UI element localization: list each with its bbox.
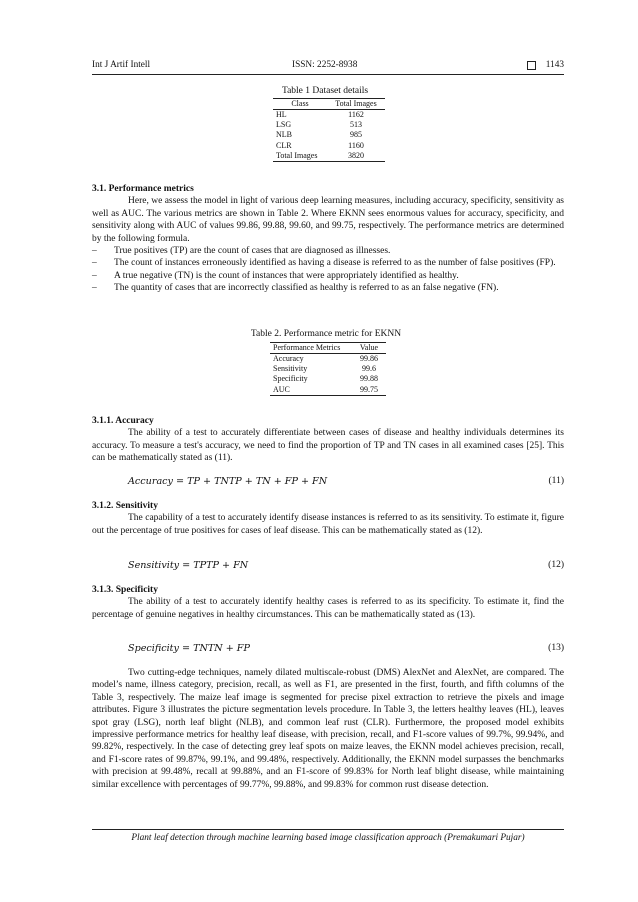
table1-header-total: Total Images — [327, 99, 385, 110]
table2-header-metric: Performance Metrics — [270, 343, 352, 354]
section-3-1-1 — [92, 415, 564, 465]
table-cell: 513 — [350, 120, 362, 130]
section-3-1-2 — [92, 500, 564, 537]
table-row — [273, 130, 385, 140]
list-item-text: The quantity of cases that are incorrectly classified as healthy is referred to as an false negative (FN). — [114, 283, 499, 294]
running-footer: Plant leaf detection through machine learning based image classification approach (Premakumari Pujar) — [92, 829, 564, 843]
definition-list — [92, 245, 564, 295]
section-3-1-3 — [92, 584, 564, 621]
table-cell: Sensitivity — [273, 364, 308, 374]
section-heading: 3.1.3. Specificity — [92, 585, 158, 595]
list-item — [92, 270, 564, 282]
table-cell: HL — [276, 110, 287, 119]
checkbox-square-icon — [527, 61, 536, 70]
table-cell: 99.88 — [360, 374, 378, 384]
table-row — [270, 354, 386, 365]
table-cell: CLR — [276, 140, 292, 150]
table-cell: 99.86 — [360, 354, 378, 363]
table-row — [270, 385, 386, 396]
list-item-text: True positives (TP) are the count of cases that are diagnosed as illnesses. — [114, 246, 391, 256]
paragraph: The capability of a test to accurately identify disease instances is referred to as its sensitivity. To estimate it, figure out the percentage of true positives for cases of leaf disease. This can be mathematically stated as (12). — [92, 513, 564, 536]
table-row — [273, 120, 385, 130]
table-cell: 985 — [350, 130, 362, 140]
section-3-1 — [92, 183, 564, 245]
dash-bullet: – — [92, 270, 97, 281]
results-paragraph: Two cutting-edge techniques, namely dilated multiscale-robust (DMS) AlexNet and AlexNet, are compared. The model’s name, illness category, precision, recall, as well as F1, are presented in the first, fourth, and fifth columns of the Table 3, respectively. The maize leaf image is segmented for precise pixel extraction to retrieve the pixels and image attributes. Figure 3 illustrates the picture segmentation levels procedure. In Table 3, the letters healthy leaves (HL), leaves spot gray (LSG), north leaf blight (NLB), and common leaf rust (CLR). Furthermore, the proposed model exhibits impressive performance metrics for healthy leaf disease, with precision, recall, and F1-score values of 99.7%, 99.94%, and 99.82%, respectively. In the case of detecting grey leaf spots on maize leaves, the EKNN model achieves precision, recall, and F1-score rates of 99.87%, 99.1%, and 99.48%, respectively. Additionally, the EKNN model surpasses the benchmarks with precision at 99.48%, recall at 99.88%, and an F1-score of 99.83% for North leaf blight disease, while maintaining similar excellence with percentages of 99.77%, 99.88%, and 99.83% for common rust disease detection. — [92, 668, 564, 790]
equation-number: (12) — [548, 560, 564, 570]
table-cell: AUC — [270, 385, 352, 396]
dash-bullet: – — [92, 246, 97, 256]
table-cell: 3820 — [327, 151, 385, 162]
table-cell: LSG — [276, 120, 292, 130]
table-cell: 1160 — [348, 140, 364, 150]
dash-bullet: – — [92, 258, 97, 269]
table1 — [273, 98, 385, 162]
table-cell: 1162 — [348, 110, 364, 119]
section-heading: 3.1.2. Sensitivity — [92, 501, 158, 511]
page-number: 1143 — [545, 60, 564, 70]
list-item — [92, 282, 564, 294]
table2 — [270, 342, 386, 396]
table-row — [273, 141, 385, 151]
list-item-text: The count of instances erroneously identified as having a disease is referred to as the number of false positives (FP). — [114, 258, 556, 269]
equation-12 — [128, 560, 564, 573]
equation-13 — [128, 643, 564, 656]
table-cell: 99.75 — [352, 385, 386, 396]
table2-caption: Table 2. Performance metric for EKNN — [250, 329, 402, 339]
section-heading: 3.1. Performance metrics — [92, 184, 194, 194]
table-cell: Specificity — [273, 374, 308, 384]
table-cell: Accuracy — [273, 354, 304, 363]
equation-11 — [128, 476, 564, 489]
equation-number: (11) — [548, 476, 564, 486]
table-row — [273, 151, 385, 162]
journal-name: Int J Artif Intell — [92, 60, 151, 70]
table-cell: NLB — [276, 130, 292, 140]
section-heading: 3.1.1. Accuracy — [92, 416, 154, 426]
table1-caption: Table 1 Dataset details — [281, 86, 369, 96]
table2-header-value: Value — [352, 343, 386, 354]
table-cell: 99.6 — [362, 364, 376, 374]
equation-expression: Sensitivity = TPTP + FN — [128, 560, 249, 571]
table-cell: Total Images — [273, 151, 327, 162]
equation-expression: Specificity = TNTN + FP — [128, 643, 250, 654]
paragraph: The ability of a test to accurately identify healthy cases is referred to as its specificity. To estimate it, find the percentage of genuine negatives in healthy circumstances. This can be mathematically stated as (13). — [92, 597, 564, 620]
dash-bullet: – — [92, 283, 97, 294]
equation-expression: Accuracy = TP + TNTP + TN + FP + FN — [128, 476, 328, 487]
running-header — [92, 60, 564, 75]
table1-header-class: Class — [273, 99, 327, 110]
table-row — [270, 374, 386, 384]
table-row — [273, 110, 385, 121]
paragraph: The ability of a test to accurately differentiate between cases of disease and healthy individuals determines its accuracy. To measure a test's accuracy, we need to find the proportion of TP and TN cases in all examined cases [25]. This can be mathematically stated as (11). — [92, 428, 564, 464]
list-item — [92, 245, 564, 257]
table-row — [270, 364, 386, 374]
list-item-text: A true negative (TN) is the count of instances that were appropriately identified as healthy. — [114, 270, 459, 281]
equation-number: (13) — [548, 643, 564, 653]
paragraph: Here, we assess the model in light of various deep learning measures, including accuracy, specificity, sensitivity as well as AUC. The various metrics are shown in Table 2. Where EKNN sees enormous values for accuracy, specificity, and sensitivity along with AUC of values 99.86, 99.88, 99.60, and 99.75, respectively. The performance metrics are determined by the following formula. — [92, 196, 564, 244]
list-item — [92, 257, 564, 269]
issn: ISSN: 2252-8938 — [292, 60, 358, 70]
